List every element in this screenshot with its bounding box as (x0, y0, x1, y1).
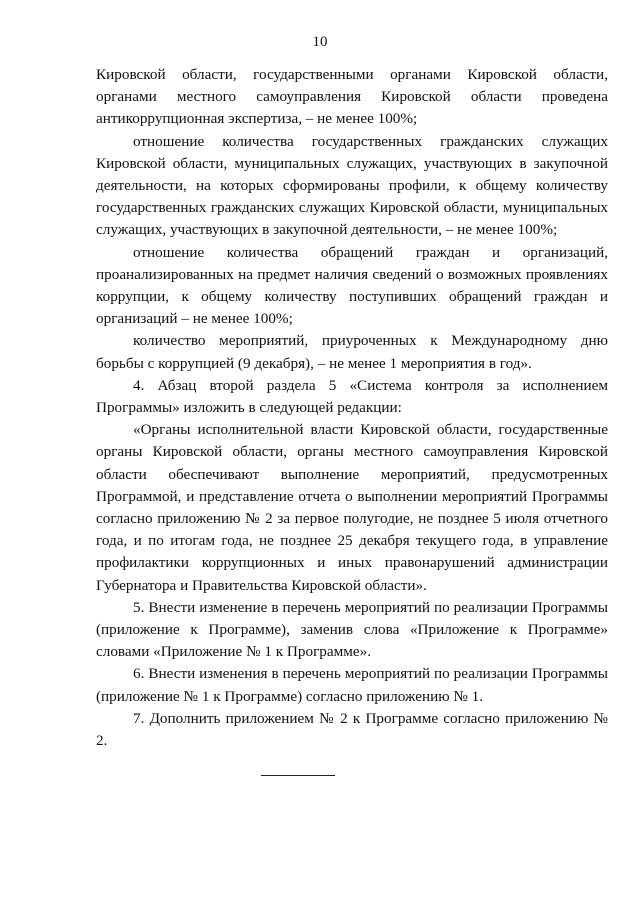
paragraph-citizen-appeals: отношение количества обращений граждан и организаций, проанализированных на предмет наличия сведений о возможных проявлениях коррупции, к общему количеству поступивших обращений граждан и организаций – не менее 100%; (96, 243, 608, 328)
paragraph-procurement-profiles: отношение количества государственных гражданских служащих Кировской области, муниципальных служащих, участвующих в закупочной деятельности, на которых сформированы профили, к общему количеству государственных гражданских служащих Кировской области, муниципальных служащих, участвующих в закупочной деятельности, – не менее 100%; (96, 132, 608, 239)
paragraph-new-wording-quote: «Органы исполнительной власти Кировской области, государственные органы Кировской области, органы местного самоуправления Кировской области обеспечивают выполнение мероприятий, предусмотренных Программой, и представление отчета о выполнении мероприятий Программы согласно приложению № 2 за первое полугодие, не позднее 5 июля отчетного года, и по итогам года, не позднее 25 декабря текущего года, в управление профилактики коррупционных и иных правонарушений администрации Губернатора и Правительства Кировской области». (96, 421, 608, 594)
paragraph-item-6: 6. Внести изменения в перечень мероприятий по реализации Программы (приложение № 1 к Программе) согласно приложению № 1. (96, 665, 608, 705)
paragraph-item-5: 5. Внести изменение в перечень мероприятий по реализации Программы (приложение к Программе), заменив слова «Приложение к Программе» словами «Приложение № 1 к Программе». (96, 598, 608, 661)
paragraph-expertise-continuation: Кировской области, государственными органами Кировской области, органами местного самоуправления Кировской области проведена антикоррупционная экспертиза, – не менее 100%; (96, 66, 608, 128)
paragraph-item-7: 7. Дополнить приложением № 2 к Программе согласно приложению № 2. (96, 709, 608, 750)
end-divider-line (261, 775, 335, 776)
page-number: 10 (312, 34, 328, 50)
document-body (96, 64, 608, 752)
paragraph-anticorruption-day: количество мероприятий, приуроченных к Международному дню борьбы с коррупцией (9 декабря), – не менее 1 мероприятия в год». (96, 332, 608, 372)
paragraph-item-4: 4. Абзац второй раздела 5 «Система контроля за исполнением Программы» изложить в следующей редакции: (96, 376, 608, 417)
